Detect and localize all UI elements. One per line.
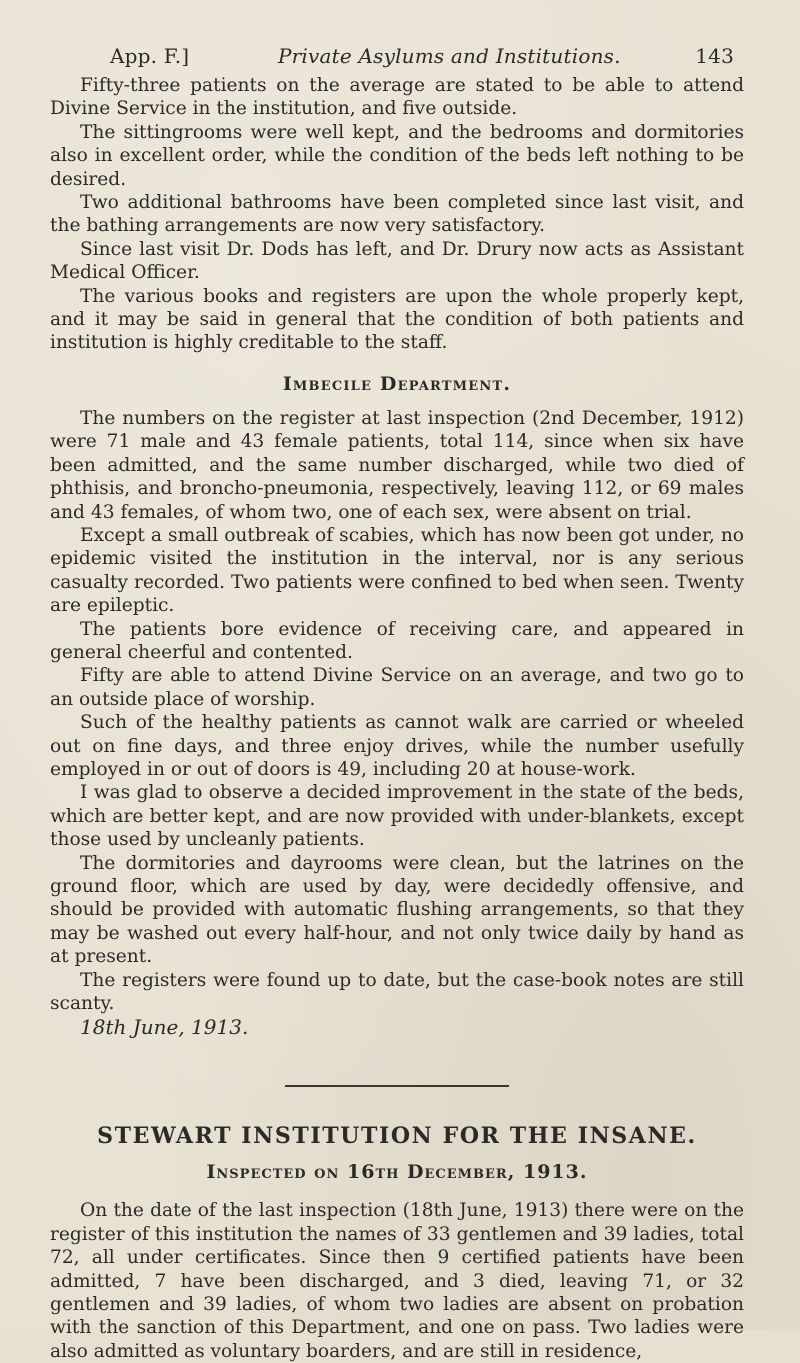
running-header <box>50 36 744 70</box>
section-imbecile-department <box>50 407 744 1040</box>
paragraph: Fifty-three patients on the average are stated to be able to attend Divine Service in the institution, and five outside. <box>50 75 744 120</box>
paragraph: The various books and registers are upon the whole properly kept, and it may be said in general that the condition of both patients and institution is highly creditable to the staff. <box>50 285 744 354</box>
paragraph: On the date of the last inspection (18th June, 1913) there were on the register of this institution the names of 33 gentlemen and 39 ladies, total 72, all under certificates. Since then 9 certified patients have been admitted, 7 have been discharged, and 3 died, leaving 71, or 32 gentlemen and 39 ladies, of whom two ladies are absent on probation with the sanction of this Department, and one on pass. Two ladies were also admitted as voluntary boarders, and are still in residence, <box>50 1200 744 1362</box>
section-divider <box>285 1085 509 1087</box>
section-stewart-institution <box>50 1199 744 1363</box>
section-private-asylum-continued <box>50 74 744 355</box>
stewart-institution-title: STEWART INSTITUTION FOR THE INSANE. <box>97 1123 697 1150</box>
paragraph: The registers were found up to date, but the case-book notes are still scanty. <box>50 969 744 1015</box>
paragraph: Such of the healthy patients as cannot walk are carried or wheeled out on fine days, and three enjoy drives, while the number usefully employed in or out of doors is 49, including 20 at house-work. <box>50 712 744 780</box>
paragraph: Two additional bathrooms have been completed since last visit, and the bathing arrangements are now very satisfactory. <box>50 192 744 237</box>
paragraph: The patients bore evidence of receiving care, and appeared in general cheerful and contented. <box>50 618 744 663</box>
report-date: 18th June, 1913. <box>80 1015 249 1040</box>
paragraph: The numbers on the register at last inspection (2nd December, 1912) were 71 male and 43 female patients, total 114, since when six have been admitted, and the same number discharged, while two died of phthisis, and broncho-pneumonia, respectively, leaving 112, or 69 males and 43 females, of whom two, one of each sex, were absent on trial. <box>50 407 744 523</box>
imbecile-department-heading: Imbecile Department. <box>282 372 512 395</box>
paragraph: Except a small outbreak of scabies, which has now been got under, no epidemic visited the institution in the interval, nor is any serious casualty recorded. Two patients were confined to bed when seen. Twenty are epileptic. <box>50 524 744 617</box>
page-body <box>50 74 744 1363</box>
paragraph: Fifty are able to attend Divine Service on an average, and two go to an outside place of worship. <box>50 665 744 710</box>
appendix-label: App. F.] <box>110 44 190 68</box>
paragraph: Since last visit Dr. Dods has left, and Dr. Drury now acts as Assistant Medical Officer. <box>50 238 744 284</box>
paragraph: The sittingrooms were well kept, and the bedrooms and dormitories also in excellent order, while the condition of the beds left nothing to be desired. <box>50 121 744 190</box>
inspection-subtitle: Inspected on 16th December, 1913. <box>206 1161 588 1184</box>
running-title: Private Asylums and Institutions. <box>278 44 621 68</box>
paragraph: I was glad to observe a decided improvement in the state of the beds, which are better kept, and are now provided with under-blankets, except those used by uncleanly patients. <box>50 782 744 851</box>
page-number: 143 <box>695 44 734 68</box>
paragraph: The dormitories and dayrooms were clean, but the latrines on the ground floor, which are used by day, were decidedly offensive, and should be provided with automatic flushing arrangements, so that they may be washed out every half-hour, and not only twice daily by hand as at present. <box>50 852 744 968</box>
